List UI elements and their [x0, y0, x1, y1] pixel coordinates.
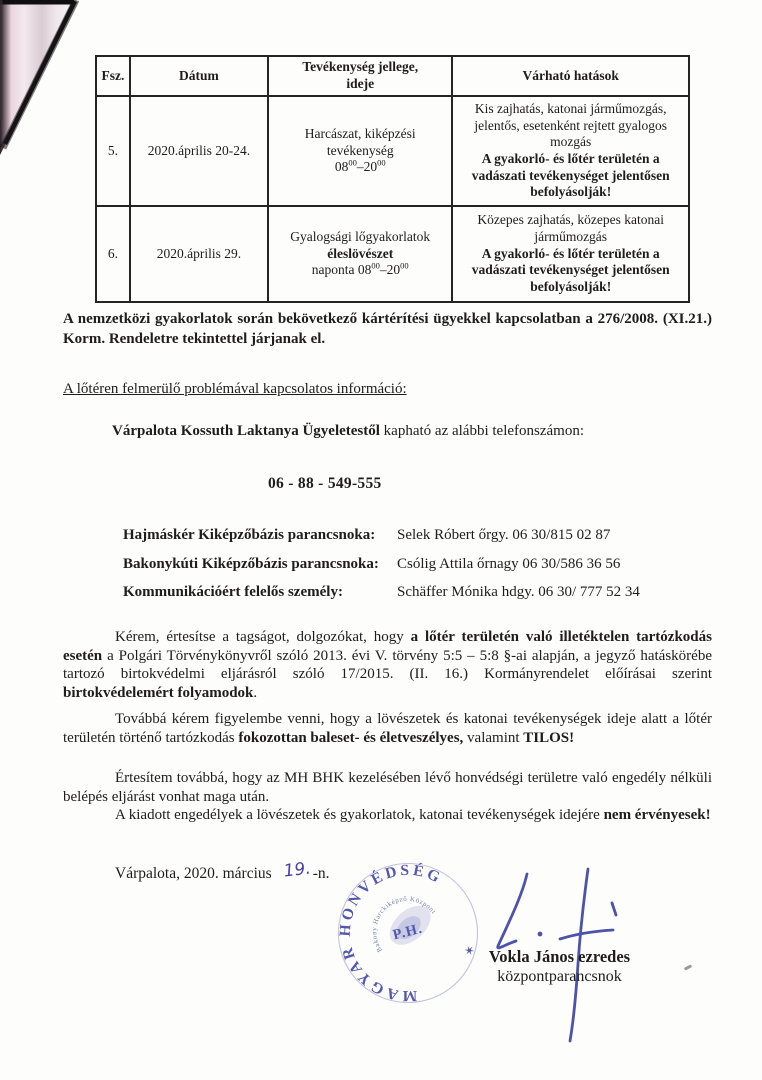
- header-label: Várható hatások: [522, 67, 619, 83]
- paragraph-ertesitem: Értesítem továbbá, hogy az MH BHK kezelésében lévő honvédségi területre való engedély nélküli belépés eljárást vonhat maga után.: [63, 770, 712, 805]
- time-dash: –: [356, 159, 364, 175]
- handwritten-date: 19.: [282, 858, 312, 882]
- contact-label: Bakonykúti Kiképzőbázis parancsnoka:: [123, 555, 379, 572]
- table-row: [96, 206, 689, 302]
- contact-value: Csólig Attila őrnagy 06 30/586 36 56: [397, 555, 621, 572]
- date-value: 2020.április 20-24.: [147, 142, 251, 158]
- cell-effects: [452, 206, 689, 302]
- header-cell-varhato: [452, 56, 689, 96]
- time-prefix: naponta: [311, 262, 358, 278]
- contact-value: Selek Róbert őrgy. 06 30/815 02 87: [397, 527, 611, 543]
- date-line: [115, 858, 330, 883]
- contact-row: [123, 555, 683, 574]
- activity-bold-line: éleslövészet: [327, 245, 394, 261]
- date-printed-prefix: Várpalota, 2020. március: [115, 865, 272, 882]
- header-label: Dátum: [179, 67, 219, 83]
- time-start-sup: 00: [371, 260, 380, 271]
- time-end-sup: 00: [400, 260, 409, 271]
- row-number: 5.: [107, 142, 118, 158]
- contact-label: Hajmáskér Kiképzőbázis parancsnoka:: [123, 527, 376, 543]
- cell-date: [130, 96, 268, 206]
- signature-stroke: [498, 874, 527, 948]
- signature-block: [447, 947, 672, 987]
- text-segment-bold: a lőtér területén való illetéktelen tartózkodás esetén: [63, 629, 712, 664]
- time-start-sup: 00: [348, 157, 357, 168]
- text-segment-bold: fokozottan baleset- és életveszélyes,: [238, 729, 464, 746]
- contact-label: Kommunikációért felelős személy:: [123, 584, 343, 600]
- activity-line: Harcászat, kiképzési: [304, 125, 416, 141]
- contact-list: [123, 526, 683, 612]
- text-segment-bold: TILOS!: [523, 729, 575, 746]
- header-cell-datum: [130, 56, 268, 96]
- signature-stroke: [560, 930, 613, 939]
- paragraph-karterites: A nemzetközi gyakorlatok során bekövetkező kártérítési ügyekkel kapcsolatban a 276/2008. (XI.21.) Korm. Rendeletre tekintettel járjanak el.: [63, 311, 712, 347]
- signature-stroke: [612, 903, 616, 915]
- contact-row: [123, 526, 683, 545]
- activity-time: [273, 262, 447, 279]
- time-start: 08: [334, 159, 349, 175]
- activity-time: [273, 159, 447, 176]
- time-end: 20: [363, 159, 378, 175]
- header-label: ideje: [346, 76, 375, 91]
- text-segment-bold: nem érvényesek!: [603, 807, 711, 824]
- text-segment: Továbbá kérem figyelembe venni, hogy a lövészetek és katonai tevékenységek ideje alatt a lőtér területén történő tartózkodás: [63, 711, 712, 746]
- table-row: [96, 96, 689, 206]
- activity-line: Gyalogsági lőgyakorlatok: [290, 228, 431, 244]
- time-end: 20: [386, 262, 401, 278]
- heading-text: A lőtéren felmerülő problémával kapcsolatos információ:: [63, 381, 407, 397]
- text-segment: valamint: [463, 729, 524, 746]
- effects-normal: Kis zajhatás, katonai járműmozgás, jelentős, esetenként rejtett gyalogos mozgás: [474, 100, 668, 150]
- signer-name: Vokla János ezredes: [488, 947, 631, 966]
- date-value: 2020.április 29.: [156, 245, 242, 261]
- signer-title: központparancsnok: [497, 968, 622, 985]
- time-dash: –: [379, 262, 387, 278]
- effects-normal: Közepes zajhatás, közepes katonai járműmozgás: [477, 212, 665, 244]
- text-segment: kapható az alábbi telefonszámon:: [379, 423, 585, 439]
- cell-activity: [268, 96, 452, 206]
- cell-row-number: [96, 96, 130, 206]
- header-label: Tevékenység jellege,: [302, 59, 419, 75]
- paragraph-ugyeletes: [112, 422, 712, 441]
- row-number: 6.: [107, 245, 118, 261]
- table-header-row: [96, 56, 689, 96]
- scan-speck: [684, 964, 692, 970]
- effects-bold: A gyakorló- és lőtér területén a vadászati tevékenységet jelentősen befolyásolják!: [471, 245, 670, 295]
- cell-date: [130, 206, 268, 302]
- text-segment: .: [253, 684, 258, 701]
- stamp-inner-text: Bakony Harckiképző Központ: [371, 895, 437, 954]
- effects-bold: A gyakorló- és lőtér területén a vadászati tevékenységet jelentősen befolyásolják!: [471, 151, 670, 200]
- time-start: 08: [357, 262, 372, 278]
- paragraph-kerem: [63, 628, 712, 702]
- text-segment-bold: birtokvédelemért folyamodok: [63, 684, 254, 701]
- contact-row: [123, 583, 683, 602]
- header-label: Fsz.: [101, 67, 125, 83]
- signature-dot: [538, 932, 543, 937]
- text-segment: a Polgári Törvénykönyvről szóló 2013. évi V. törvény 5:5 – 5:8 §-ai alapján, a jegyző hatáskörébe tartozó birtokvédelmi eljárásról szóló 17/2015. (II. 16.) Kormányrendelet előírásai szerint: [63, 647, 712, 683]
- activity-line: tevékenység: [326, 142, 394, 158]
- scan-corner-artifact: [0, 0, 95, 165]
- header-cell-tevekenyseg: [268, 56, 452, 96]
- cell-effects: [452, 96, 689, 206]
- text-segment-bold: Várpalota Kossuth Laktanya Ügyeletestől: [112, 423, 380, 439]
- header-cell-fsz: [96, 56, 130, 96]
- stamp-ring-text: MAGYAR HONVÉDSÉG: [336, 861, 446, 1005]
- date-printed-suffix: -n.: [312, 865, 330, 882]
- stamp-center-text: P.H.: [391, 920, 425, 944]
- paragraph-kiadott: [63, 806, 712, 825]
- contact-value: Schäffer Mónika hdgy. 06 30/ 777 52 34: [397, 584, 640, 600]
- phone-number: 06 - 88 - 549-555: [268, 475, 382, 492]
- text-segment: A kiadott engedélyek a lövészetek és gyakorlatok, katonai tevékenységek idejére: [115, 807, 604, 824]
- schedule-table: [95, 55, 690, 303]
- cell-row-number: [96, 206, 130, 302]
- time-end-sup: 00: [377, 157, 386, 168]
- paragraph-tovabba: [63, 710, 712, 747]
- paragraph-ertesitem-block: [63, 769, 712, 825]
- star-icon: ✶: [460, 944, 478, 957]
- text-segment: Kérem, értesítse a tagságot, dolgozókat, hogy: [115, 629, 411, 645]
- cell-activity: [268, 206, 452, 302]
- section-heading-info: [63, 380, 712, 399]
